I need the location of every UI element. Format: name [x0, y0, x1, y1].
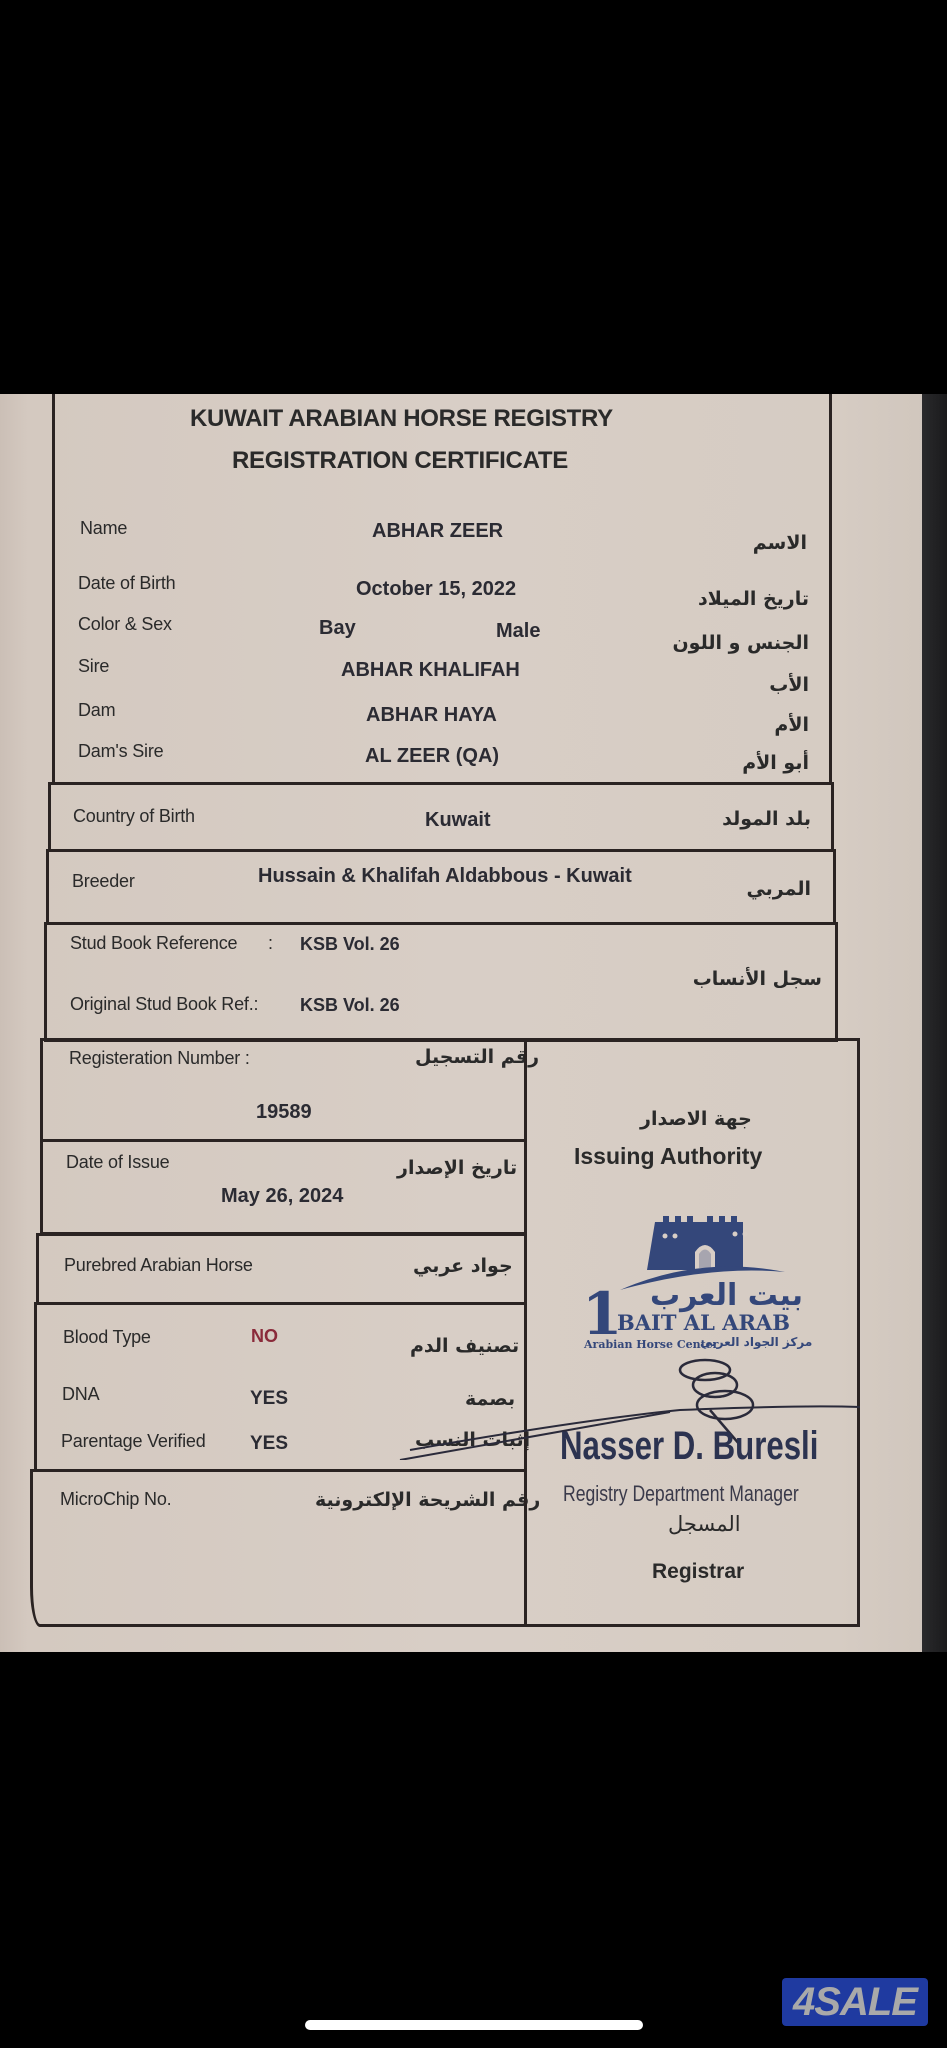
- dam-label-ar: الأم: [774, 714, 809, 736]
- date-of-issue-label: Date of Issue: [66, 1152, 170, 1172]
- dna-value: YES: [250, 1388, 289, 1409]
- orig-stud-book-label: Original Stud Book Ref.:: [70, 994, 259, 1014]
- dna-label-ar: بصمة: [465, 1388, 516, 1410]
- color-sex-label: Color & Sex: [78, 614, 172, 634]
- sex-value: Male: [496, 620, 541, 642]
- dams-sire-label: Dam's Sire: [78, 741, 164, 761]
- country-label: Country of Birth: [73, 806, 195, 826]
- logo-number: 1: [582, 1280, 623, 1348]
- breeder-value: Hussain & Khalifah Aldabbous - Kuwait: [258, 865, 632, 887]
- dam-value: ABHAR HAYA: [366, 704, 497, 726]
- sire-label-ar: الأب: [769, 674, 809, 696]
- reg-number-label-ar: رقم التسجيل: [415, 1046, 540, 1068]
- issuing-authority-heading: Issuing Authority: [574, 1143, 763, 1169]
- dob-label-ar: تاريخ الميلاد: [698, 588, 809, 610]
- registry-title: KUWAIT ARABIAN HORSE REGISTRY: [190, 405, 613, 432]
- issuing-authority-heading-ar: جهة الاصدار: [640, 1108, 752, 1130]
- stud-book-separator: :: [268, 933, 273, 953]
- name-label: Name: [80, 518, 128, 538]
- blood-type-value: NO: [251, 1326, 278, 1346]
- home-indicator-bar[interactable]: [305, 2020, 643, 2030]
- stud-book-label-ar: سجل الأنساب: [692, 968, 822, 990]
- color-sex-label-ar: الجنس و اللون: [672, 632, 809, 654]
- logo-text-en: BAIT AL ARAB: [617, 1310, 790, 1335]
- country-label-ar: بلد المولد: [722, 808, 811, 830]
- purebred-label: Purebred Arabian Horse: [64, 1255, 253, 1275]
- sire-value: ABHAR KHALIFAH: [341, 659, 520, 681]
- 4sale-watermark-logo: 4SALE: [782, 1978, 928, 2026]
- stud-book-value: KSB Vol. 26: [300, 934, 400, 954]
- purebred-label-ar: جواد عربي: [413, 1255, 513, 1277]
- breeder-label: Breeder: [72, 871, 135, 891]
- registrar-label: Registrar: [652, 1560, 745, 1583]
- stud-book-label: Stud Book Reference: [70, 933, 238, 953]
- microchip-label: MicroChip No.: [60, 1489, 172, 1509]
- dna-label: DNA: [62, 1384, 100, 1404]
- sire-label: Sire: [78, 656, 110, 676]
- date-of-issue-label-ar: تاريخ الإصدار: [397, 1157, 518, 1179]
- dams-sire-value: AL ZEER (QA): [365, 745, 500, 767]
- parentage-label-ar: إثبات النسب: [415, 1429, 531, 1451]
- signatory-name: Nasser D. Buresli: [560, 1424, 819, 1468]
- breeder-label-ar: المربي: [746, 878, 811, 900]
- signatory-title: Registry Department Manager: [563, 1481, 799, 1506]
- name-label-ar: الاسم: [752, 532, 807, 554]
- name-value: ABHAR ZEER: [372, 520, 504, 542]
- dob-value: October 15, 2022: [356, 578, 517, 600]
- dob-label: Date of Birth: [78, 573, 176, 593]
- date-of-issue-value: May 26, 2024: [221, 1185, 344, 1207]
- dams-sire-label-ar: أبو الأم: [742, 752, 809, 774]
- reg-number-value: 19589: [256, 1101, 312, 1123]
- certificate-title: REGISTRATION CERTIFICATE: [232, 447, 568, 474]
- photo-background-edge: [922, 394, 947, 1652]
- registrar-label-ar: المسجل: [668, 1512, 741, 1536]
- parentage-label: Parentage Verified: [61, 1431, 206, 1451]
- microchip-label-ar: رقم الشريحة الإلكترونية: [315, 1489, 541, 1511]
- blood-type-label-ar: تصنيف الدم: [410, 1335, 520, 1357]
- dam-label: Dam: [78, 700, 116, 720]
- logo-subtitle-ar: مركز الجواد العربي: [700, 1335, 813, 1349]
- reg-number-label: Registeration Number :: [69, 1048, 250, 1068]
- parentage-value: YES: [250, 1433, 289, 1454]
- color-value: Bay: [319, 617, 356, 639]
- country-value: Kuwait: [425, 809, 491, 831]
- logo-text-ar: بيت العرب: [650, 1278, 804, 1313]
- orig-stud-book-value: KSB Vol. 26: [300, 995, 400, 1015]
- blood-type-label: Blood Type: [63, 1327, 151, 1347]
- logo-subtitle-en: Arabian Horse Center: [584, 1338, 719, 1351]
